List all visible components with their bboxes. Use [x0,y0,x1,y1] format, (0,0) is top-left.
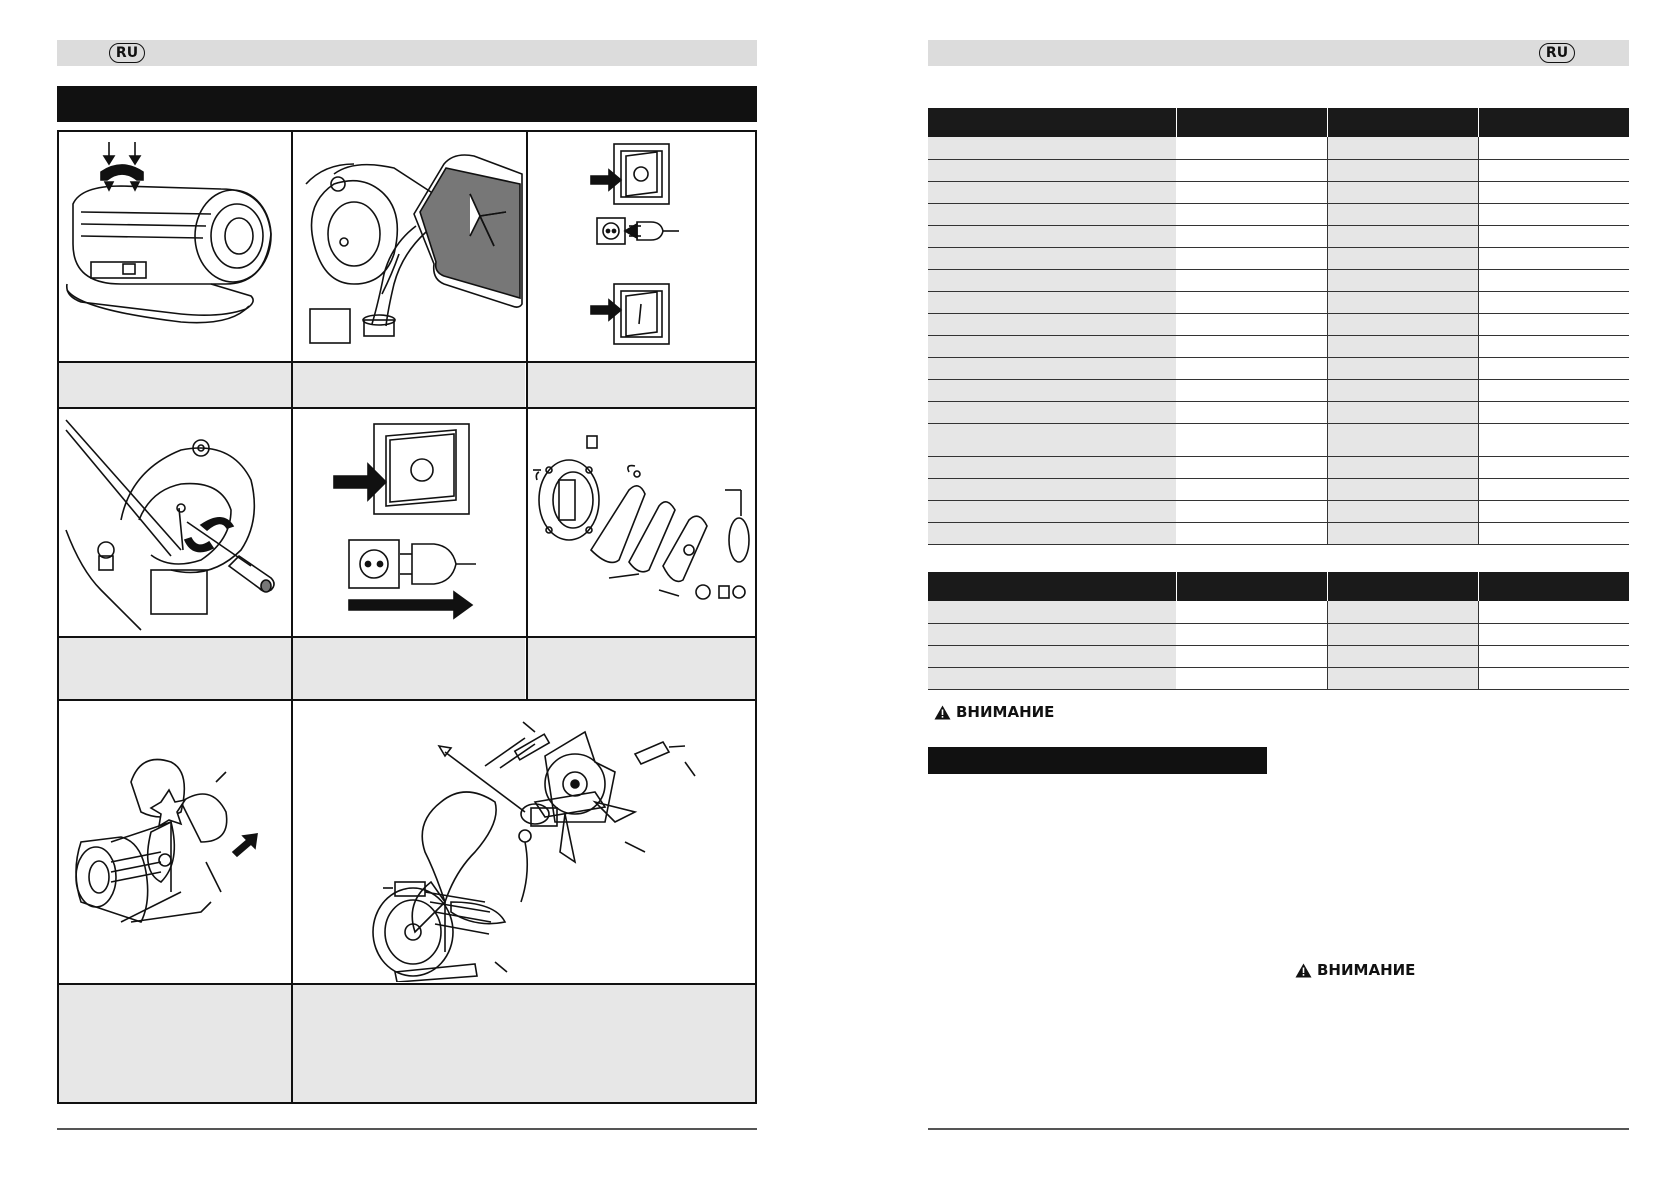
warning-label: ВНИМАНИЕ [956,703,1055,721]
table-row [928,137,1629,159]
table-row [928,203,1629,225]
left-section-title-bar [57,86,757,122]
caption-cell-3 [527,362,755,407]
caption-cell-8 [293,984,755,1102]
left-footer-line [57,1128,757,1130]
table-row [928,601,1629,623]
table-row [928,456,1629,478]
table-row [928,247,1629,269]
table-row [928,500,1629,522]
right-footer-line [928,1128,1629,1130]
table-header-row [928,572,1629,601]
language-badge: RU [109,43,145,63]
table-row [928,335,1629,357]
right-section-title-bar [928,747,1267,774]
caption-cell-6 [527,637,755,699]
warning-label: ВНИМАНИЕ [1317,961,1416,979]
right-page-header-bar [928,40,1629,66]
nozzle-parts-illustration [529,410,753,634]
warning-triangle-icon [1295,963,1312,978]
table-row [928,623,1629,645]
left-page-header-bar [57,40,757,66]
table-row [928,478,1629,500]
fan-motor-illustration [61,702,289,982]
heater-handle-illustration [61,134,289,360]
table-row [928,159,1629,181]
caption-cell-1 [59,362,291,407]
caption-cell-4 [59,637,291,699]
warning-notice-1 [934,703,1054,721]
warning-triangle-icon [934,705,951,720]
fuel-filling-illustration [294,134,524,360]
exploded-assembly-illustration [295,702,753,982]
table-header-row [928,108,1629,137]
table-row [928,269,1629,291]
language-badge-right: RU [1539,43,1575,63]
table-row [928,225,1629,247]
table-row [928,423,1629,456]
table-row [928,379,1629,401]
switch-off-unplug-illustration [294,410,524,634]
spec-table-2 [928,572,1629,690]
table-row [928,401,1629,423]
spec-table-1 [928,108,1629,545]
screwdriver-illustration [61,410,289,634]
table-row [928,357,1629,379]
caption-cell-7 [59,984,291,1102]
table-row [928,522,1629,544]
warning-notice-2 [1295,961,1415,979]
table-row [928,291,1629,313]
caption-cell-2 [293,362,525,407]
caption-cell-5 [293,637,525,699]
table-row [928,667,1629,689]
table-row [928,645,1629,667]
table-row [928,313,1629,335]
table-row [928,181,1629,203]
switch-plug-illustration [529,134,753,360]
illustration-grid [57,130,757,1104]
